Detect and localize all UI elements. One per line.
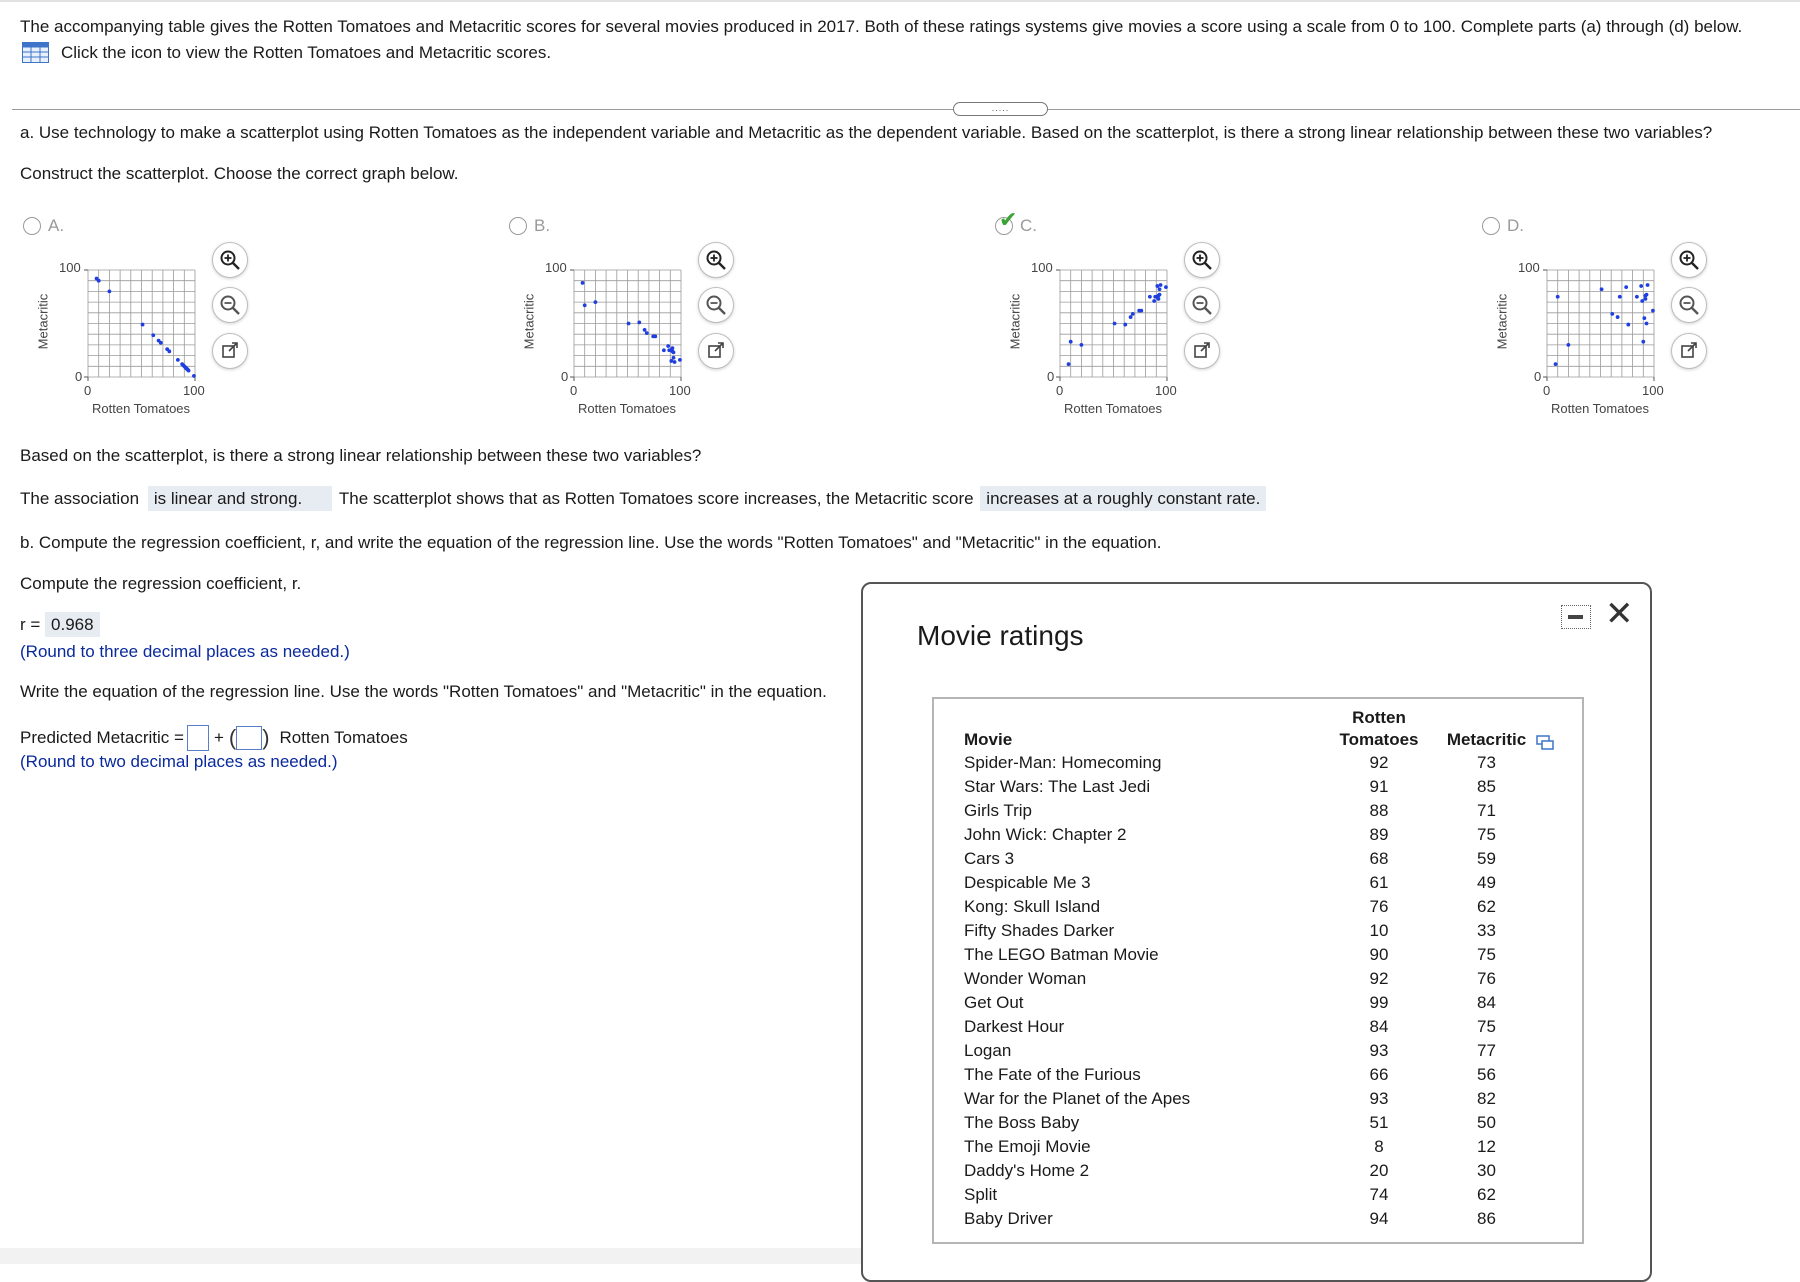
minimize-icon[interactable] [1561,605,1591,629]
scatterplot-b [566,262,706,382]
data-point [1159,283,1163,287]
table-icon[interactable] [22,42,49,63]
table-row [964,871,1539,895]
equation-line [20,725,408,751]
x-max-tick: 100 [1155,383,1177,398]
table-row [964,799,1539,823]
movie-cell: Wonder Woman [964,969,1087,988]
zoom-in-icon[interactable] [1671,242,1707,278]
data-point [187,369,191,373]
x-axis-label: Rotten Tomatoes [1551,401,1650,416]
rotten-tomatoes-cell: 8 [1374,1137,1384,1156]
y-max-tick: 100 [1031,260,1053,275]
movie-ratings-dialog [861,582,1652,1282]
rotten-tomatoes-cell: 10 [1369,921,1389,940]
header-rt-line2: Tomatoes [1339,730,1419,749]
movie-cell: Fifty Shades Darker [964,921,1115,940]
divider-handle[interactable]: ..... [953,102,1048,116]
movie-cell: Logan [964,1041,1012,1060]
scatterplot-a [80,262,220,382]
metacritic-cell: 62 [1477,897,1496,916]
scatterplot-d [1539,262,1679,382]
data-point [637,321,641,325]
movie-cell: Get Out [964,993,1024,1012]
data-point [1618,295,1622,299]
y-min-tick: 0 [1047,369,1055,384]
rotten-tomatoes-cell: 20 [1369,1161,1389,1180]
data-point [672,356,676,360]
data-point [627,322,631,326]
metacritic-cell: 86 [1477,1209,1496,1228]
data-point [1137,309,1141,313]
data-point [1113,322,1117,326]
data-point [1556,295,1560,299]
bottom-band [0,1248,861,1264]
metacritic-cell: 85 [1477,777,1496,796]
x-max-tick: 100 [183,383,205,398]
choice-a-letter: A. [48,216,65,235]
data-point [1642,316,1646,320]
rotten-tomatoes-cell: 89 [1369,825,1389,844]
data-point [581,281,585,285]
association-prefix: The association [20,489,140,508]
data-point [1123,323,1127,327]
table-row [964,1039,1539,1063]
table-row [964,823,1539,847]
header-rt-line1: Rotten [1352,708,1406,727]
data-point [1164,285,1168,289]
data-point [1131,312,1135,316]
rotten-tomatoes-cell: 90 [1369,945,1389,964]
expand-icon[interactable] [1671,333,1707,369]
choice-c-letter: C. [1020,216,1037,235]
table-row [964,991,1539,1015]
movie-cell: Kong: Skull Island [964,897,1101,916]
zoom-out-icon[interactable] [698,287,734,323]
data-point [165,347,169,351]
expand-icon[interactable] [212,333,248,369]
data-point [666,344,670,348]
rotten-tomatoes-cell: 93 [1369,1089,1389,1108]
rotten-tomatoes-cell: 94 [1369,1209,1389,1228]
metacritic-cell: 49 [1477,873,1496,892]
intro-text: The accompanying table gives the Rotten Tomatoes and Metacritic scores for several movies produced in 2017. Both of these ratings systems give movies a score using a scale from 0 to 100. Complete parts (a) through (d) below. [20,17,1743,36]
rotten-tomatoes-cell: 74 [1369,1185,1389,1204]
rotten-tomatoes-cell: 61 [1369,873,1389,892]
rotten-tomatoes-cell: 76 [1369,897,1389,916]
y-min-tick: 0 [1534,369,1542,384]
close-icon[interactable]: ✕ [1605,595,1634,633]
choice-a-radio[interactable] [23,217,41,235]
table-row [964,919,1539,943]
y-axis-label: Metacritic [1007,293,1023,350]
equation-instruction: Write the equation of the regression line. Use the words "Rotten Tomatoes" and "Metacritic" in the equation. [20,682,827,701]
movie-cell: The Emoji Movie [964,1137,1091,1156]
choice-d-radio[interactable] [1482,217,1500,235]
rotten-tomatoes-cell: 91 [1369,777,1389,796]
data-point [1624,285,1628,289]
view-table-link[interactable] [20,41,1790,64]
choice-b-letter: B. [534,216,551,235]
data-point [645,331,649,335]
x-max-tick: 100 [1642,383,1664,398]
movie-cell: Baby Driver [964,1209,1053,1228]
data-point [108,290,112,294]
movie-cell: The LEGO Batman Movie [964,945,1159,964]
zoom-in-icon[interactable] [698,242,734,278]
x-min-tick: 0 [1056,383,1064,398]
part-a-question: a. Use technology to make a scatterplot using Rotten Tomatoes as the independent variable and Metacritic as the dependent variable. Based on the scatterplot, is there a strong linear relationship between these two variables? [20,123,1713,142]
data-point [1148,295,1152,299]
x-axis-label: Rotten Tomatoes [578,401,677,416]
association-line [20,489,1266,509]
data-point [157,339,161,343]
table-row [964,1063,1539,1087]
rotten-tomatoes-cell: 84 [1369,1017,1389,1036]
metacritic-cell: 62 [1477,1185,1496,1204]
movie-cell: War for the Planet of the Apes [964,1089,1191,1108]
zoom-in-icon[interactable] [212,242,248,278]
ratings-table [964,707,1539,1231]
data-point [1639,284,1643,288]
metacritic-cell: 73 [1477,753,1496,772]
scatter-answer[interactable]: increases at a roughly constant rate. [980,486,1266,511]
choice-b-radio[interactable] [509,217,527,235]
data-point [583,303,587,307]
movie-cell: Darkest Hour [964,1017,1065,1036]
y-axis-label: Metacritic [1494,293,1510,350]
data-point [1554,362,1558,366]
data-point [643,328,647,332]
data-point [651,334,655,338]
rt-label: Rotten Tomatoes [279,728,408,747]
metacritic-cell: 50 [1477,1113,1496,1132]
expand-icon[interactable] [1184,333,1220,369]
choice-d-letter: D. [1507,216,1524,235]
movie-cell: Star Wars: The Last Jedi [964,777,1151,796]
data-point [1645,293,1649,297]
top-border [0,0,1800,2]
metacritic-cell: 12 [1477,1137,1496,1156]
intro-section [20,15,1790,64]
data-point [1640,299,1644,303]
table-row [964,1087,1539,1111]
data-point [1069,340,1073,344]
data-point [672,350,676,354]
table-row [964,1015,1539,1039]
round-eq-note: (Round to two decimal places as needed.) [20,752,338,771]
metacritic-cell: 75 [1477,1017,1496,1036]
data-point [1635,295,1639,299]
data-point [95,277,99,281]
movie-cell: Spider-Man: Homecoming [964,753,1162,772]
rotten-tomatoes-cell: 68 [1369,849,1389,868]
data-point [662,348,666,352]
data-point [1645,322,1649,326]
header-movie: Movie [964,730,1013,749]
zoom-out-icon[interactable] [212,287,248,323]
table-row [964,1183,1539,1207]
scatterplot-c [1052,262,1192,382]
x-min-tick: 0 [570,383,578,398]
table-row [964,775,1539,799]
x-axis-label: Rotten Tomatoes [1064,401,1163,416]
metacritic-cell: 82 [1477,1089,1496,1108]
metacritic-cell: 77 [1477,1041,1496,1060]
x-axis-label: Rotten Tomatoes [92,401,191,416]
metacritic-cell: 75 [1477,825,1496,844]
view-table-link-text[interactable]: Click the icon to view the Rotten Tomatoes and Metacritic scores. [61,43,552,62]
rotten-tomatoes-cell: 51 [1369,1113,1389,1132]
open-paren: ( [228,725,237,750]
table-header-row [964,707,1539,751]
data-point [1067,362,1071,366]
correct-check-icon: ✔ [999,207,1018,232]
metacritic-cell: 75 [1477,945,1496,964]
part-a-followup: Based on the scatterplot, is there a strong linear relationship between these two variables? [20,446,702,465]
association-answer[interactable]: is linear and strong. [148,486,332,511]
metacritic-cell: 76 [1477,969,1496,988]
table-row [964,943,1539,967]
data-point [1129,315,1133,319]
y-min-tick: 0 [75,369,83,384]
table-row [964,847,1539,871]
x-min-tick: 0 [1543,383,1551,398]
y-axis-label: Metacritic [521,293,537,350]
plus-sign: + [213,728,224,747]
metacritic-cell: 59 [1477,849,1496,868]
y-max-tick: 100 [59,260,81,275]
movie-cell: Despicable Me 3 [964,873,1091,892]
movie-cell: Split [964,1185,998,1204]
data-point [1600,287,1604,291]
part-b-question: b. Compute the regression coefficient, r, and write the equation of the regression line. Use the words "Rotten Tomatoes" and "Metacritic" in the equation. [20,533,1162,552]
table-row [964,1159,1539,1183]
data-point [594,300,598,304]
data-point [673,360,677,364]
table-row [964,1135,1539,1159]
metacritic-cell: 56 [1477,1065,1496,1084]
r-answer[interactable]: 0.968 [45,612,100,637]
scatter-prefix: The scatterplot shows that as Rotten Tomatoes score increases, the Metacritic score [338,489,974,508]
close-paren: ) [262,725,270,750]
r-label: r = [20,615,41,634]
data-point [1646,283,1650,287]
ratings-table-frame [932,697,1584,1244]
movie-cell: The Boss Baby [964,1113,1080,1132]
round-r-note: (Round to three decimal places as needed.) [20,642,350,661]
y-max-tick: 100 [545,260,567,275]
data-point [1626,323,1630,327]
copy-icon[interactable] [1536,735,1554,751]
movie-cell: Cars 3 [964,849,1015,868]
zoom-out-icon[interactable] [1184,287,1220,323]
zoom-in-icon[interactable] [1184,242,1220,278]
expand-icon[interactable] [698,333,734,369]
data-point [1080,343,1084,347]
rotten-tomatoes-cell: 88 [1369,801,1389,820]
y-axis-label: Metacritic [35,293,51,350]
rotten-tomatoes-cell: 66 [1369,1065,1389,1084]
data-point [1651,309,1655,313]
header-metacritic: Metacritic [1446,730,1527,749]
movie-cell: Daddy's Home 2 [964,1161,1090,1180]
dialog-title: Movie ratings [917,620,1084,651]
data-point [151,333,155,337]
rotten-tomatoes-cell: 99 [1369,993,1389,1012]
data-point [1610,312,1614,316]
metacritic-cell: 84 [1477,993,1496,1012]
metacritic-cell: 71 [1477,801,1496,820]
compute-r-text: Compute the regression coefficient, r. [20,574,302,593]
r-line [20,615,100,635]
movie-cell: Girls Trip [964,801,1032,820]
section-divider [12,100,1800,120]
table-row [964,967,1539,991]
table-row [964,895,1539,919]
data-point [1158,293,1162,297]
zoom-out-icon[interactable] [1671,287,1707,323]
rotten-tomatoes-cell: 92 [1369,753,1389,772]
rotten-tomatoes-cell: 93 [1369,1041,1389,1060]
data-point [1158,287,1162,291]
rotten-tomatoes-cell: 92 [1369,969,1389,988]
predicted-label: Predicted Metacritic = [20,728,184,747]
data-point [141,323,145,327]
divider-line [12,109,1800,110]
data-point [176,358,180,362]
data-point [1152,299,1156,303]
data-point [1567,343,1571,347]
data-point [1641,340,1645,344]
slope-input[interactable] [236,726,262,750]
data-point [1616,315,1620,319]
part-a-instruction: Construct the scatterplot. Choose the correct graph below. [20,164,459,183]
movie-cell: John Wick: Chapter 2 [964,825,1127,844]
data-point [678,358,682,362]
metacritic-cell: 33 [1477,921,1496,940]
data-point [192,374,196,378]
table-row [964,1111,1539,1135]
intercept-input[interactable] [187,725,209,751]
table-row [964,751,1539,775]
movie-cell: The Fate of the Furious [964,1065,1141,1084]
y-min-tick: 0 [561,369,569,384]
x-max-tick: 100 [669,383,691,398]
table-row [964,1207,1539,1231]
header-rotten-tomatoes [1324,707,1434,751]
metacritic-cell: 30 [1477,1161,1496,1180]
x-min-tick: 0 [84,383,92,398]
y-max-tick: 100 [1518,260,1540,275]
